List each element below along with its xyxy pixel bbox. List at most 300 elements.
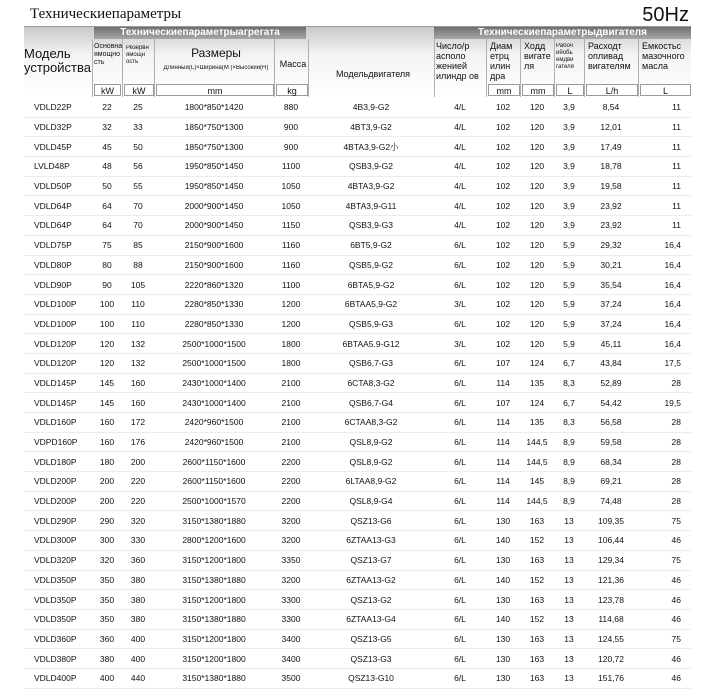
cell-standby-power: 50 xyxy=(133,141,143,152)
cell-standby-power: 330 xyxy=(130,535,146,546)
table-row xyxy=(24,98,691,117)
col-displacement: Рабоч ийобь емдви гателя xyxy=(556,43,574,70)
cell-main-power: 50 xyxy=(102,181,112,192)
cell-bore: 130 xyxy=(495,653,511,664)
table-row xyxy=(24,452,691,472)
cell-engine-model: 6BTAA5,9-G2 xyxy=(344,299,398,310)
cell-mass: 2100 xyxy=(281,417,301,428)
cell-fuel: 68,34 xyxy=(600,456,622,467)
engine-group-header: Техническиепараметрыдвигателя xyxy=(434,27,691,39)
cell-model: VDPD160P xyxy=(34,437,78,448)
cell-oil: 11 xyxy=(672,122,681,133)
table-row xyxy=(24,216,691,236)
cell-displacement: 3,9 xyxy=(563,141,575,152)
col-mass: Масса xyxy=(279,59,307,69)
cell-bore: 102 xyxy=(495,181,511,192)
cell-main-power: 145 xyxy=(99,377,115,388)
cell-model: VDLD350P xyxy=(34,574,77,585)
cell-fuel: 56,58 xyxy=(600,417,622,428)
cell-cylinders: 3/L xyxy=(454,299,466,310)
cell-mass: 900 xyxy=(283,141,299,152)
cell-stroke: 120 xyxy=(529,220,545,231)
table-row xyxy=(24,334,691,354)
cell-oil: 46 xyxy=(671,614,681,625)
cell-fuel: 114,68 xyxy=(598,614,624,625)
cell-bore: 114 xyxy=(496,437,510,448)
cell-standby-power: 320 xyxy=(130,515,146,526)
cell-engine-model: 4B3,9-G2 xyxy=(352,102,390,113)
cell-stroke: 152 xyxy=(529,574,545,585)
cell-mass: 3200 xyxy=(281,515,301,526)
header-divider xyxy=(486,39,487,97)
cell-stroke: 163 xyxy=(529,515,545,526)
cell-dimensions: 2420*960*1500 xyxy=(184,417,244,428)
unit-displacement: L xyxy=(556,84,584,96)
cell-main-power: 80 xyxy=(102,259,112,270)
cell-standby-power: 360 xyxy=(130,555,146,566)
header-divider xyxy=(638,39,639,97)
table-row xyxy=(24,649,691,669)
cell-displacement: 3,9 xyxy=(563,161,575,172)
cell-main-power: 320 xyxy=(99,555,115,566)
col-bore: Диам етрц илин дра xyxy=(490,41,513,81)
cell-oil: 46 xyxy=(671,653,681,664)
cell-engine-model: 6ZTAA13-G3 xyxy=(346,535,396,546)
cell-model: VDLD300P xyxy=(34,535,77,546)
cell-stroke: 163 xyxy=(529,555,545,566)
header-divider xyxy=(520,39,521,97)
cell-cylinders: 4/L xyxy=(454,102,466,113)
page-title: Техническиепараметры xyxy=(30,6,182,22)
cell-stroke: 120 xyxy=(529,259,545,270)
cell-main-power: 90 xyxy=(102,279,112,290)
table-row xyxy=(24,550,691,570)
cell-oil: 28 xyxy=(671,437,681,448)
cell-displacement: 8,9 xyxy=(563,496,575,507)
cell-cylinders: 4/L xyxy=(454,200,466,211)
cell-cylinders: 6/L xyxy=(454,574,466,585)
cell-model: VDLD145P xyxy=(34,377,77,388)
cell-main-power: 45 xyxy=(102,141,112,152)
cell-fuel: 12,01 xyxy=(600,122,622,133)
cell-mass: 1160 xyxy=(281,259,301,270)
cell-stroke: 163 xyxy=(529,633,545,644)
cell-engine-model: 6BTAA5.9-G12 xyxy=(342,338,400,349)
cell-bore: 140 xyxy=(495,614,511,625)
cell-standby-power: 132 xyxy=(130,358,146,369)
cell-bore: 130 xyxy=(495,515,511,526)
table-row xyxy=(24,235,691,255)
cell-fuel: 43,84 xyxy=(600,358,622,369)
cell-displacement: 8,3 xyxy=(563,377,575,388)
table-row xyxy=(24,413,691,433)
cell-cylinders: 6/L xyxy=(454,437,466,448)
cell-cylinders: 4/L xyxy=(454,141,466,152)
cell-displacement: 3,9 xyxy=(563,122,575,133)
cell-mass: 3300 xyxy=(281,614,301,625)
cell-mass: 1800 xyxy=(281,338,301,349)
cell-standby-power: 88 xyxy=(133,259,143,270)
cell-engine-model: 4BTA3,9-G11 xyxy=(345,200,397,211)
cell-oil: 11 xyxy=(672,161,681,172)
cell-stroke: 120 xyxy=(529,338,545,349)
cell-mass: 3300 xyxy=(281,594,301,605)
cell-fuel: 19,58 xyxy=(600,181,622,192)
cell-dimensions: 2150*900*1600 xyxy=(184,259,244,270)
cell-stroke: 144,5 xyxy=(526,456,548,467)
table-row xyxy=(24,157,691,177)
cell-fuel: 54,42 xyxy=(600,397,622,408)
cell-fuel: 69,21 xyxy=(600,476,622,487)
cell-mass: 1100 xyxy=(281,279,301,290)
cell-dimensions: 2280*850*1330 xyxy=(184,299,244,310)
cell-cylinders: 6/L xyxy=(454,633,466,644)
table-row xyxy=(24,294,691,314)
cell-bore: 140 xyxy=(495,574,511,585)
cell-oil: 11 xyxy=(672,102,681,113)
table-row xyxy=(24,590,691,610)
cell-model: VDLD350P xyxy=(34,594,77,605)
header-divider xyxy=(554,39,555,97)
cell-mass: 1160 xyxy=(281,240,301,251)
cell-mass: 880 xyxy=(283,102,299,113)
table-row xyxy=(24,511,691,531)
cell-model: VDLD200P xyxy=(34,496,77,507)
cell-mass: 1100 xyxy=(281,161,301,172)
cell-main-power: 380 xyxy=(99,653,115,664)
cell-engine-model: 6LTAA8,9-G2 xyxy=(345,476,397,487)
cell-fuel: 29,32 xyxy=(600,240,622,251)
cell-model: VDLD145P xyxy=(34,397,77,408)
cell-mass: 1800 xyxy=(281,358,301,369)
header-divider xyxy=(122,39,123,97)
cell-mass: 3400 xyxy=(281,633,301,644)
cell-cylinders: 6/L xyxy=(454,279,466,290)
cell-model: VDLD100P xyxy=(34,299,77,310)
cell-standby-power: 70 xyxy=(133,220,143,231)
cell-cylinders: 6/L xyxy=(454,318,466,329)
cell-fuel: 109,35 xyxy=(598,515,624,526)
cell-stroke: 120 xyxy=(529,240,545,251)
cell-standby-power: 200 xyxy=(130,456,146,467)
cell-oil: 46 xyxy=(671,574,681,585)
cell-mass: 3350 xyxy=(281,555,301,566)
cell-stroke: 120 xyxy=(529,181,545,192)
header-divider xyxy=(154,39,155,97)
cell-dimensions: 3150*1380*1880 xyxy=(182,515,246,526)
cell-oil: 11 xyxy=(672,141,681,152)
cell-bore: 102 xyxy=(495,279,511,290)
cell-model: VDLD90P xyxy=(34,279,72,290)
cell-bore: 102 xyxy=(495,318,511,329)
cell-oil: 16,4 xyxy=(664,318,681,329)
cell-displacement: 5,9 xyxy=(563,279,575,290)
cell-fuel: 74,48 xyxy=(600,496,622,507)
cell-model: VDLD120P xyxy=(34,338,77,349)
cell-bore: 102 xyxy=(495,161,511,172)
cell-standby-power: 110 xyxy=(131,299,145,310)
cell-main-power: 160 xyxy=(99,417,115,428)
cell-standby-power: 105 xyxy=(130,279,146,290)
cell-cylinders: 6/L xyxy=(454,653,466,664)
cell-main-power: 100 xyxy=(99,299,115,310)
cell-fuel: 45,11 xyxy=(600,338,622,349)
cell-dimensions: 3150*1200*1800 xyxy=(182,653,246,664)
cell-oil: 75 xyxy=(671,515,681,526)
table-row xyxy=(24,393,691,413)
cell-main-power: 22 xyxy=(102,102,112,113)
cell-main-power: 64 xyxy=(102,200,112,211)
table-row xyxy=(24,117,691,137)
cell-standby-power: 160 xyxy=(130,397,146,408)
cell-fuel: 129,34 xyxy=(598,555,624,566)
cell-dimensions: 2430*1000*1400 xyxy=(182,397,246,408)
cell-standby-power: 70 xyxy=(133,200,143,211)
cell-displacement: 5,9 xyxy=(563,338,575,349)
cell-standby-power: 400 xyxy=(130,633,146,644)
col-stroke: Ходд вигате ля xyxy=(524,41,551,71)
cell-cylinders: 6/L xyxy=(454,594,466,605)
cell-bore: 114 xyxy=(496,496,510,507)
cell-dimensions: 1850*750*1300 xyxy=(184,122,244,133)
cell-oil: 75 xyxy=(671,555,681,566)
header-divider xyxy=(584,39,585,97)
cell-dimensions: 2800*1200*1600 xyxy=(182,535,246,546)
cell-cylinders: 6/L xyxy=(454,535,466,546)
cell-bore: 102 xyxy=(495,122,511,133)
cell-stroke: 124 xyxy=(529,397,545,408)
cell-displacement: 13 xyxy=(564,653,574,664)
cell-fuel: 18,78 xyxy=(600,161,622,172)
cell-main-power: 360 xyxy=(99,633,115,644)
table-row xyxy=(24,196,691,216)
cell-engine-model: 4BT3,9-G2 xyxy=(350,122,392,133)
cell-oil: 46 xyxy=(671,673,681,684)
cell-mass: 1050 xyxy=(281,181,301,192)
cell-fuel: 35,54 xyxy=(600,279,622,290)
cell-main-power: 400 xyxy=(99,673,115,684)
cell-fuel: 59,58 xyxy=(600,437,622,448)
cell-engine-model: 4BTA3,9-G2小 xyxy=(343,141,399,152)
cell-model: VDLD380P xyxy=(34,653,77,664)
cell-fuel: 151,76 xyxy=(598,673,624,684)
cell-dimensions: 2000*900*1450 xyxy=(184,200,244,211)
cell-bore: 102 xyxy=(495,240,511,251)
cell-engine-model: 6CTAA8,3-G2 xyxy=(344,417,398,428)
cell-cylinders: 6/L xyxy=(454,377,466,388)
cell-model: VDLD180P xyxy=(34,456,77,467)
cell-mass: 2100 xyxy=(281,377,301,388)
cell-main-power: 75 xyxy=(102,240,112,251)
cell-mass: 3200 xyxy=(281,535,301,546)
cell-model: VDLD64P xyxy=(34,200,72,211)
cell-dimensions: 1850*750*1300 xyxy=(184,141,244,152)
cell-engine-model: 6ZTAA13-G2 xyxy=(346,574,396,585)
cell-displacement: 3,9 xyxy=(563,220,575,231)
cell-fuel: 17,49 xyxy=(600,141,622,152)
cell-dimensions: 2600*1150*1600 xyxy=(182,476,246,487)
cell-engine-model: QSZ13-G5 xyxy=(350,633,392,644)
col-standby-power: Резервн ямощн ость xyxy=(126,45,149,65)
cell-cylinders: 6/L xyxy=(454,476,466,487)
cell-bore: 130 xyxy=(495,594,511,605)
cell-displacement: 13 xyxy=(564,614,574,625)
cell-bore: 114 xyxy=(496,417,510,428)
cell-standby-power: 55 xyxy=(133,181,143,192)
cell-main-power: 180 xyxy=(99,456,115,467)
cell-displacement: 8,3 xyxy=(563,417,575,428)
cell-bore: 114 xyxy=(496,476,510,487)
cell-dimensions: 2500*1000*1500 xyxy=(182,338,246,349)
cell-standby-power: 400 xyxy=(130,653,146,664)
cell-standby-power: 172 xyxy=(130,417,146,428)
cell-stroke: 120 xyxy=(529,102,545,113)
table-row xyxy=(24,255,691,275)
cell-mass: 1150 xyxy=(281,220,301,231)
cell-dimensions: 2150*900*1600 xyxy=(184,240,244,251)
cell-fuel: 23,92 xyxy=(600,220,622,231)
cell-cylinders: 3/L xyxy=(454,338,466,349)
table-row xyxy=(24,629,691,649)
cell-cylinders: 6/L xyxy=(454,358,466,369)
cell-stroke: 152 xyxy=(529,614,545,625)
cell-oil: 11 xyxy=(672,200,681,211)
cell-model: VDLD22P xyxy=(34,102,72,113)
cell-displacement: 13 xyxy=(564,555,574,566)
cell-cylinders: 6/L xyxy=(454,515,466,526)
cell-dimensions: 3150*1200*1800 xyxy=(182,594,246,605)
cell-bore: 107 xyxy=(495,397,511,408)
cell-oil: 46 xyxy=(671,535,681,546)
cell-engine-model: QSB6,7-G4 xyxy=(349,397,393,408)
cell-displacement: 3,9 xyxy=(563,181,575,192)
cell-model: VDLD50P xyxy=(34,181,72,192)
cell-main-power: 32 xyxy=(102,122,112,133)
cell-main-power: 120 xyxy=(99,338,115,349)
cell-dimensions: 3150*1200*1800 xyxy=(182,633,246,644)
cell-displacement: 5,9 xyxy=(563,240,575,251)
cell-mass: 2200 xyxy=(281,476,301,487)
cell-model: VDLD290P xyxy=(34,515,77,526)
cell-stroke: 120 xyxy=(529,200,545,211)
cell-stroke: 163 xyxy=(529,653,545,664)
cell-bore: 130 xyxy=(495,673,511,684)
cell-cylinders: 6/L xyxy=(454,397,466,408)
cell-fuel: 123,78 xyxy=(598,594,624,605)
cell-fuel: 106,44 xyxy=(598,535,624,546)
cell-dimensions: 2500*1000*1500 xyxy=(182,358,246,369)
cell-main-power: 100 xyxy=(99,318,115,329)
table-row xyxy=(24,275,691,295)
cell-stroke: 120 xyxy=(529,122,545,133)
cell-standby-power: 380 xyxy=(130,594,146,605)
cell-main-power: 350 xyxy=(99,614,115,625)
cell-cylinders: 6/L xyxy=(454,614,466,625)
cell-oil: 16,4 xyxy=(664,259,681,270)
cell-model: VDLD100P xyxy=(34,318,77,329)
cell-dimensions: 1950*850*1450 xyxy=(184,161,244,172)
cell-displacement: 3,9 xyxy=(563,200,575,211)
table-row xyxy=(24,668,691,688)
cell-model: VDLD64P xyxy=(34,220,72,231)
col-oil: Емкостьс мазочного масла xyxy=(642,41,685,71)
cell-model: VDLD160P xyxy=(34,417,77,428)
cell-main-power: 350 xyxy=(99,574,115,585)
cell-stroke: 144,5 xyxy=(526,437,548,448)
cell-dimensions: 3150*1380*1880 xyxy=(182,673,246,684)
cell-fuel: 120,72 xyxy=(598,653,624,664)
cell-standby-power: 220 xyxy=(130,496,146,507)
cell-model: LVLD48P xyxy=(34,161,70,172)
cell-engine-model: QSZ13-G6 xyxy=(350,515,392,526)
cell-standby-power: 56 xyxy=(133,161,143,172)
unit-bore: mm xyxy=(488,84,520,96)
cell-mass: 1050 xyxy=(281,200,301,211)
cell-oil: 11 xyxy=(672,220,681,231)
cell-main-power: 120 xyxy=(99,358,115,369)
col-cylinders: Число/р асполо женией илиндр ов xyxy=(436,41,479,81)
cell-displacement: 13 xyxy=(564,633,574,644)
cell-cylinders: 4/L xyxy=(454,220,466,231)
cell-engine-model: QSB3,9-G3 xyxy=(349,220,393,231)
cell-dimensions: 2500*1000*1570 xyxy=(182,496,246,507)
cell-model: VDLD32P xyxy=(34,122,72,133)
cell-standby-power: 85 xyxy=(133,240,143,251)
cell-displacement: 8,9 xyxy=(563,437,575,448)
spec-table xyxy=(24,98,691,689)
header-divider xyxy=(274,39,275,97)
cell-main-power: 300 xyxy=(99,535,115,546)
frequency-label: 50Hz xyxy=(642,4,689,26)
cell-standby-power: 132 xyxy=(130,338,146,349)
cell-fuel: 124,55 xyxy=(598,633,624,644)
cell-bore: 114 xyxy=(496,456,510,467)
unit-standby-power: kW xyxy=(124,84,154,96)
cell-cylinders: 4/L xyxy=(454,181,466,192)
cell-dimensions: 2000*900*1450 xyxy=(184,220,244,231)
cell-bore: 130 xyxy=(495,633,511,644)
table-row xyxy=(24,472,691,492)
unit-mass: kg xyxy=(276,84,308,96)
cell-standby-power: 176 xyxy=(130,437,146,448)
cell-oil: 28 xyxy=(671,377,681,388)
cell-engine-model: QSB5,9-G3 xyxy=(349,318,393,329)
cell-dimensions: 2600*1150*1600 xyxy=(182,456,246,467)
cell-standby-power: 440 xyxy=(130,673,146,684)
cell-bore: 102 xyxy=(495,102,511,113)
cell-dimensions: 2220*860*1320 xyxy=(184,279,244,290)
genset-group-header: Техническиепараметрыагрегата xyxy=(94,27,306,39)
table-row xyxy=(24,176,691,196)
cell-fuel: 121,36 xyxy=(598,574,624,585)
cell-fuel: 52,89 xyxy=(600,377,622,388)
cell-cylinders: 6/L xyxy=(454,456,466,467)
cell-dimensions: 1800*850*1420 xyxy=(184,102,244,113)
cell-dimensions: 1950*850*1450 xyxy=(184,181,244,192)
cell-displacement: 8,9 xyxy=(563,476,575,487)
cell-stroke: 152 xyxy=(529,535,545,546)
cell-dimensions: 2280*850*1330 xyxy=(184,318,244,329)
cell-displacement: 6,7 xyxy=(563,397,575,408)
cell-displacement: 13 xyxy=(564,673,574,684)
cell-oil: 46 xyxy=(671,594,681,605)
cell-main-power: 145 xyxy=(99,397,115,408)
cell-displacement: 13 xyxy=(564,594,574,605)
unit-stroke: mm xyxy=(522,84,554,96)
cell-standby-power: 380 xyxy=(130,574,146,585)
table-row xyxy=(24,570,691,590)
cell-engine-model: 6CTA8,3-G2 xyxy=(347,377,395,388)
